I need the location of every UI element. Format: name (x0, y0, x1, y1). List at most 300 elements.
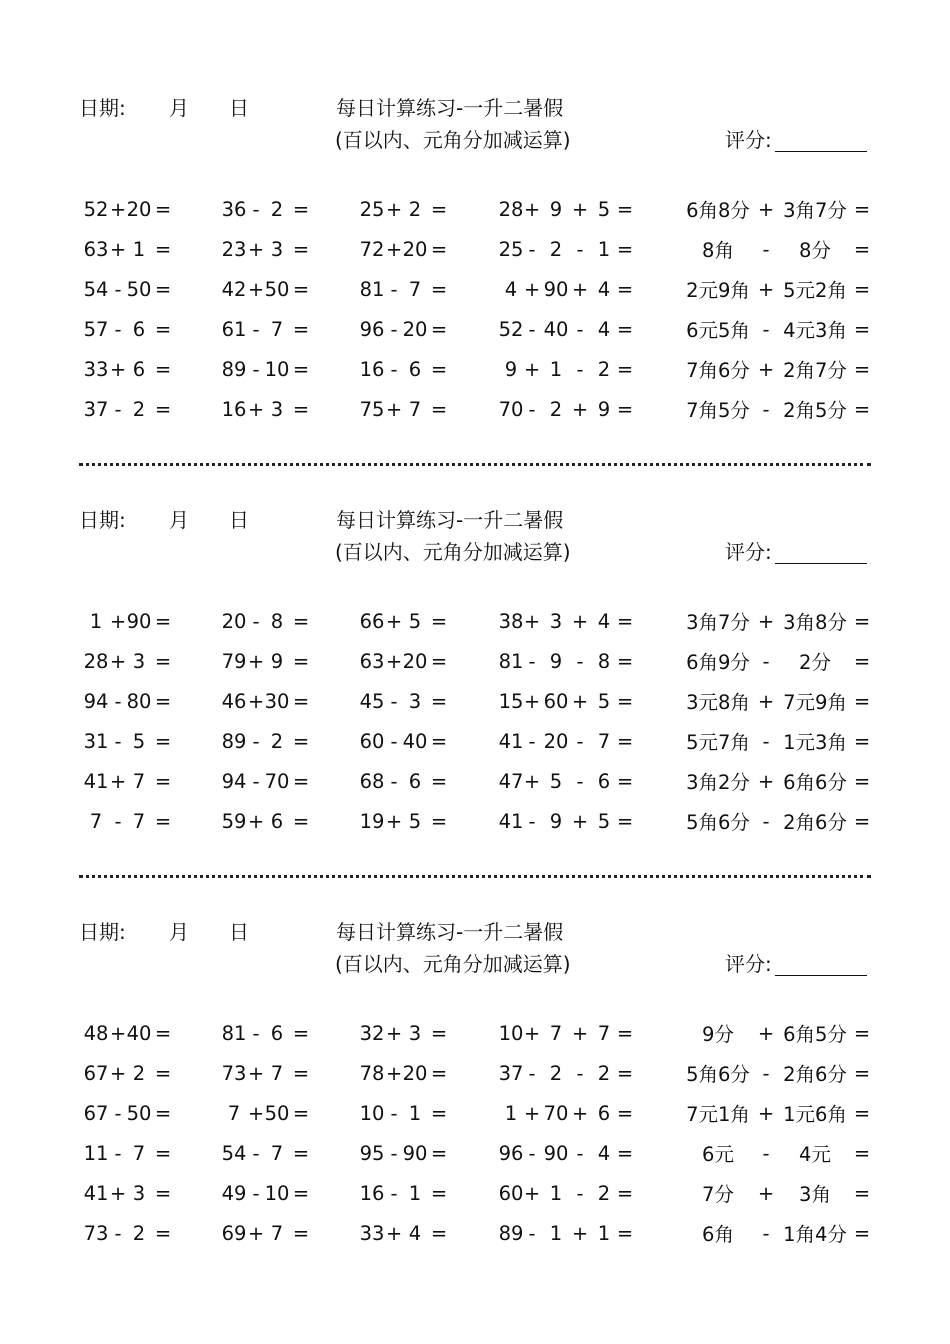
operand: 81 (359, 277, 385, 301)
operand: 60 (543, 689, 569, 713)
operator: - (114, 1141, 122, 1165)
operator: + (247, 649, 265, 673)
operand: 5 (597, 197, 611, 221)
operand: 79 (221, 649, 247, 673)
equals-sign: = (292, 1221, 310, 1245)
operand: 10 (264, 1181, 290, 1205)
operand: 33 (83, 357, 109, 381)
equals-sign: = (430, 1061, 448, 1085)
equals-sign: = (154, 1061, 172, 1085)
operator: - (390, 769, 398, 793)
operand: 3角2分 (686, 771, 750, 794)
operand: 50 (126, 1101, 152, 1125)
equals-sign: = (292, 357, 310, 381)
operand: 6角6分 (783, 771, 847, 794)
operator: + (757, 1021, 775, 1045)
equals-sign: = (616, 357, 634, 381)
operator: - (114, 809, 122, 833)
operand: 5元7角 (686, 731, 750, 754)
operator: + (757, 197, 775, 221)
operator: - (576, 649, 584, 673)
operand: 6角5分 (783, 1023, 847, 1046)
equals-sign: = (154, 689, 172, 713)
operator: - (390, 689, 398, 713)
problem-item (0, 728, 950, 754)
equals-sign: = (430, 397, 448, 421)
equals-sign: = (154, 357, 172, 381)
operator: + (109, 357, 127, 381)
equals-sign: = (853, 609, 871, 633)
operator: + (571, 689, 589, 713)
operator: - (576, 1061, 584, 1085)
equals-sign: = (154, 397, 172, 421)
operand: 5 (132, 729, 146, 753)
operator: + (247, 689, 265, 713)
equals-sign: = (154, 609, 172, 633)
operator: - (390, 1181, 398, 1205)
month-label: 月 (169, 920, 189, 944)
operand: 7角6分 (686, 359, 750, 382)
equals-sign: = (430, 1181, 448, 1205)
operator: - (252, 317, 260, 341)
operand: 40 (543, 317, 569, 341)
operand: 2 (270, 729, 284, 753)
operand: 2 (270, 197, 284, 221)
operand: 67 (83, 1101, 109, 1125)
equals-sign: = (154, 769, 172, 793)
operand: 19 (359, 809, 385, 833)
operator: - (252, 1181, 260, 1205)
operator: - (528, 1141, 536, 1165)
operand: 81 (498, 649, 524, 673)
day-label: 日 (229, 508, 249, 532)
equals-sign: = (430, 769, 448, 793)
operand: 90 (543, 277, 569, 301)
operand: 6角 (702, 1223, 734, 1246)
equals-sign: = (853, 1141, 871, 1165)
operator: + (523, 1101, 541, 1125)
operand: 89 (221, 729, 247, 753)
equals-sign: = (853, 1021, 871, 1045)
equals-sign: = (616, 197, 634, 221)
date-label: 日期: (79, 920, 126, 944)
operator: - (252, 1141, 260, 1165)
operator: - (762, 1221, 770, 1245)
equals-sign: = (853, 809, 871, 833)
operator: + (757, 689, 775, 713)
operator: - (762, 809, 770, 833)
operand: 40 (126, 1021, 152, 1045)
operand: 54 (83, 277, 109, 301)
month-label: 月 (169, 96, 189, 120)
operand: 33 (359, 1221, 385, 1245)
operand: 9 (270, 649, 284, 673)
score-blank[interactable] (775, 975, 867, 976)
operand: 4 (408, 1221, 422, 1245)
operand: 41 (83, 769, 109, 793)
operand: 7 (270, 1221, 284, 1245)
operand: 90 (402, 1141, 428, 1165)
operand: 50 (264, 277, 290, 301)
operand: 2 (549, 237, 563, 261)
operand: 7元9角 (783, 691, 847, 714)
operand: 8分 (799, 239, 831, 262)
operator: + (109, 609, 127, 633)
operand: 37 (83, 397, 109, 421)
operand: 7 (270, 317, 284, 341)
equals-sign: = (292, 809, 310, 833)
score-blank[interactable] (775, 563, 867, 564)
operator: + (109, 197, 127, 221)
operand: 1元6角 (783, 1103, 847, 1126)
operand: 20 (221, 609, 247, 633)
operand: 89 (221, 357, 247, 381)
problem-item (0, 1060, 950, 1086)
operand: 32 (359, 1021, 385, 1045)
operand: 89 (498, 1221, 524, 1245)
operator: - (576, 1181, 584, 1205)
worksheet-title: 每日计算练习-一升二暑假 (336, 508, 564, 532)
equals-sign: = (430, 317, 448, 341)
operator: + (109, 1021, 127, 1045)
operator: + (109, 649, 127, 673)
operator: + (247, 237, 265, 261)
equals-sign: = (616, 649, 634, 673)
operand: 3角7分 (783, 199, 847, 222)
operator: - (390, 277, 398, 301)
operand: 6 (597, 1101, 611, 1125)
operand: 78 (359, 1061, 385, 1085)
operand: 60 (498, 1181, 524, 1205)
operand: 7 (270, 1141, 284, 1165)
equals-sign: = (154, 1221, 172, 1245)
date-label: 日期: (79, 508, 126, 532)
equals-sign: = (430, 237, 448, 261)
operator: - (114, 317, 122, 341)
operand: 9 (549, 649, 563, 673)
operator: + (757, 1181, 775, 1205)
operator: + (385, 809, 403, 833)
operator: - (252, 769, 260, 793)
operand: 59 (221, 809, 247, 833)
operand: 2角6分 (783, 1063, 847, 1086)
operator: - (528, 809, 536, 833)
operand: 7 (132, 809, 146, 833)
operand: 75 (359, 397, 385, 421)
operator: + (757, 769, 775, 793)
operand: 2 (132, 397, 146, 421)
operator: - (576, 357, 584, 381)
operator: - (576, 1141, 584, 1165)
equals-sign: = (430, 609, 448, 633)
equals-sign: = (616, 1101, 634, 1125)
operand: 7 (227, 1101, 241, 1125)
operand: 37 (498, 1061, 524, 1085)
worksheet-title: 每日计算练习-一升二暑假 (336, 96, 564, 120)
equals-sign: = (292, 1181, 310, 1205)
operand: 6角8分 (686, 199, 750, 222)
score-label: 评分: (725, 540, 772, 564)
operand: 49 (221, 1181, 247, 1205)
operand: 3 (549, 609, 563, 633)
equals-sign: = (853, 729, 871, 753)
equals-sign: = (430, 277, 448, 301)
equals-sign: = (616, 317, 634, 341)
operator: + (247, 1101, 265, 1125)
operand: 1 (549, 1221, 563, 1245)
operand: 60 (359, 729, 385, 753)
equals-sign: = (154, 277, 172, 301)
operand: 4元3角 (783, 319, 847, 342)
operand: 94 (221, 769, 247, 793)
day-label: 日 (229, 96, 249, 120)
operand: 3角7分 (686, 611, 750, 634)
equals-sign: = (616, 809, 634, 833)
operator: - (114, 729, 122, 753)
operator: + (571, 1101, 589, 1125)
operator: + (385, 649, 403, 673)
operator: + (109, 1181, 127, 1205)
operand: 8 (597, 649, 611, 673)
equals-sign: = (292, 1021, 310, 1045)
operand: 80 (126, 689, 152, 713)
operator: - (252, 729, 260, 753)
operator: + (523, 1181, 541, 1205)
operand: 6元5角 (686, 319, 750, 342)
equals-sign: = (853, 769, 871, 793)
operand: 7 (597, 729, 611, 753)
operator: - (390, 317, 398, 341)
operand: 40 (402, 729, 428, 753)
operand: 2 (132, 1221, 146, 1245)
equals-sign: = (292, 649, 310, 673)
operand: 5 (597, 809, 611, 833)
operand: 3元8角 (686, 691, 750, 714)
operator: - (576, 769, 584, 793)
operand: 25 (359, 197, 385, 221)
operand: 2 (408, 197, 422, 221)
equals-sign: = (853, 397, 871, 421)
operator: + (571, 1221, 589, 1245)
operator: + (247, 1061, 265, 1085)
operator: + (385, 1061, 403, 1085)
equals-sign: = (154, 1181, 172, 1205)
operand: 7 (597, 1021, 611, 1045)
operator: - (528, 397, 536, 421)
operator: + (571, 609, 589, 633)
operand: 2 (597, 1181, 611, 1205)
operand: 5角6分 (686, 1063, 750, 1086)
operator: - (528, 317, 536, 341)
operand: 73 (221, 1061, 247, 1085)
operand: 16 (359, 357, 385, 381)
operand: 2角7分 (783, 359, 847, 382)
operand: 7分 (702, 1183, 734, 1206)
operand: 45 (359, 689, 385, 713)
operator: + (109, 237, 127, 261)
equals-sign: = (430, 689, 448, 713)
operand: 10 (498, 1021, 524, 1045)
operator: + (109, 1061, 127, 1085)
equals-sign: = (853, 197, 871, 221)
equals-sign: = (616, 1141, 634, 1165)
operand: 9 (549, 197, 563, 221)
equals-sign: = (292, 1141, 310, 1165)
section-divider (79, 875, 871, 878)
operator: - (390, 1141, 398, 1165)
operator: + (523, 357, 541, 381)
operator: - (528, 1221, 536, 1245)
operand: 10 (359, 1101, 385, 1125)
operator: - (528, 649, 536, 673)
operand: 66 (359, 609, 385, 633)
operand: 1 (597, 237, 611, 261)
problem-item (0, 648, 950, 674)
operand: 20 (402, 317, 428, 341)
operand: 70 (543, 1101, 569, 1125)
equals-sign: = (154, 237, 172, 261)
operator: + (247, 1221, 265, 1245)
operand: 1 (549, 357, 563, 381)
operator: - (528, 729, 536, 753)
worksheet-title: 每日计算练习-一升二暑假 (336, 920, 564, 944)
equals-sign: = (154, 317, 172, 341)
problem-item (0, 1220, 950, 1246)
score-label: 评分: (725, 128, 772, 152)
operand: 1元3角 (783, 731, 847, 754)
worksheet-subtitle: (百以内、元角分加减运算) (335, 540, 571, 564)
operand: 1 (408, 1101, 422, 1125)
operand: 1 (89, 609, 103, 633)
operand: 5元2角 (783, 279, 847, 302)
operator: + (523, 277, 541, 301)
operand: 25 (498, 237, 524, 261)
operator: - (114, 689, 122, 713)
operator: + (385, 397, 403, 421)
operand: 3 (270, 237, 284, 261)
problem-item (0, 1020, 950, 1046)
operand: 7 (408, 277, 422, 301)
operand: 20 (402, 1061, 428, 1085)
operand: 3角8分 (783, 611, 847, 634)
operator: - (762, 397, 770, 421)
operator: + (571, 197, 589, 221)
operand: 52 (83, 197, 109, 221)
operand: 52 (498, 317, 524, 341)
operand: 63 (359, 649, 385, 673)
operand: 4元 (799, 1143, 831, 1166)
operand: 5 (408, 809, 422, 833)
operand: 7元1角 (686, 1103, 750, 1126)
operator: - (762, 729, 770, 753)
operand: 8角 (702, 239, 734, 262)
operator: + (757, 1101, 775, 1125)
operand: 1 (504, 1101, 518, 1125)
operand: 38 (498, 609, 524, 633)
operator: - (114, 397, 122, 421)
operand: 2 (597, 357, 611, 381)
operand: 5 (408, 609, 422, 633)
operand: 61 (221, 317, 247, 341)
operand: 90 (126, 609, 152, 633)
equals-sign: = (853, 689, 871, 713)
problem-item (0, 808, 950, 834)
equals-sign: = (616, 729, 634, 753)
operator: + (523, 769, 541, 793)
equals-sign: = (292, 237, 310, 261)
operator: + (571, 277, 589, 301)
operator: + (247, 277, 265, 301)
operand: 3 (132, 649, 146, 673)
operand: 6 (132, 357, 146, 381)
equals-sign: = (292, 769, 310, 793)
operand: 47 (498, 769, 524, 793)
equals-sign: = (292, 317, 310, 341)
operand: 6 (132, 317, 146, 341)
equals-sign: = (616, 1021, 634, 1045)
equals-sign: = (292, 397, 310, 421)
operand: 6 (270, 1021, 284, 1045)
problem-item (0, 1100, 950, 1126)
operand: 2 (549, 1061, 563, 1085)
operand: 5角6分 (686, 811, 750, 834)
operator: + (385, 1021, 403, 1045)
equals-sign: = (154, 729, 172, 753)
equals-sign: = (616, 237, 634, 261)
operand: 9 (549, 809, 563, 833)
operand: 2 (132, 1061, 146, 1085)
operand: 6 (408, 357, 422, 381)
operand: 9 (597, 397, 611, 421)
operand: 7 (408, 397, 422, 421)
problem-item (0, 688, 950, 714)
equals-sign: = (154, 649, 172, 673)
operator: + (571, 397, 589, 421)
operator: - (252, 1021, 260, 1045)
operand: 16 (221, 397, 247, 421)
operand: 7 (89, 809, 103, 833)
equals-sign: = (616, 397, 634, 421)
equals-sign: = (154, 197, 172, 221)
operand: 3 (408, 1021, 422, 1045)
operator: + (757, 609, 775, 633)
operand: 4 (597, 277, 611, 301)
operand: 20 (543, 729, 569, 753)
operand: 4 (504, 277, 518, 301)
problem-item (0, 1140, 950, 1166)
operand: 28 (498, 197, 524, 221)
operand: 8 (270, 609, 284, 633)
operand: 9分 (702, 1023, 734, 1046)
operand: 70 (264, 769, 290, 793)
equals-sign: = (154, 809, 172, 833)
section-divider (79, 463, 871, 466)
operator: - (390, 729, 398, 753)
equals-sign: = (853, 317, 871, 341)
problem-item (0, 1180, 950, 1206)
operand: 11 (83, 1141, 109, 1165)
operand: 3 (408, 689, 422, 713)
operand: 1角4分 (783, 1223, 847, 1246)
operand: 46 (221, 689, 247, 713)
operand: 4 (597, 317, 611, 341)
operand: 73 (83, 1221, 109, 1245)
operand: 7 (132, 769, 146, 793)
operand: 94 (83, 689, 109, 713)
equals-sign: = (616, 1221, 634, 1245)
operand: 2角6分 (783, 811, 847, 834)
equals-sign: = (616, 277, 634, 301)
